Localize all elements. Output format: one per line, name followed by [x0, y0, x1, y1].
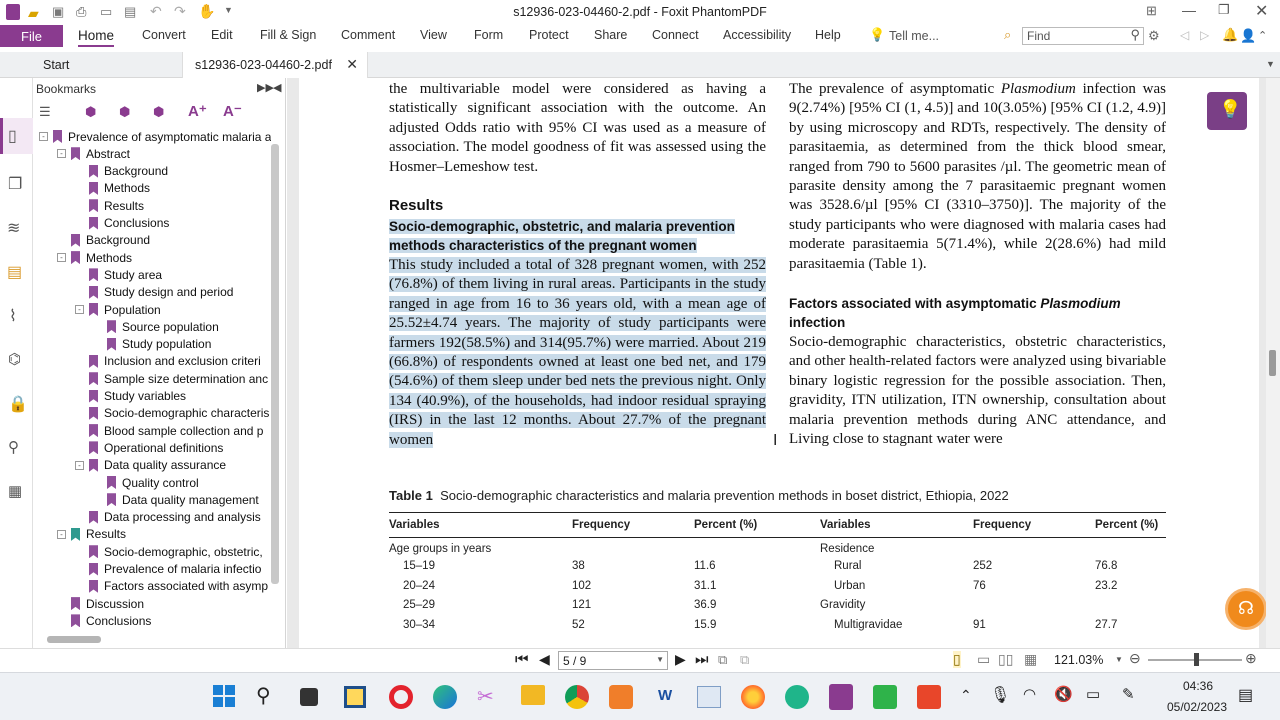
content-panel-icon[interactable]: ▦ [8, 483, 23, 500]
tab-view[interactable]: View [420, 28, 447, 42]
tab-help[interactable]: Help [815, 28, 841, 42]
bookmark-item[interactable] [93, 491, 259, 508]
table-header-cell: Frequency [572, 519, 631, 531]
notification-center-icon[interactable]: ▤ [1238, 687, 1254, 704]
foxit-pdf-taskbar-icon[interactable] [829, 684, 853, 710]
table-cell [1095, 596, 1166, 616]
tell-me-input[interactable]: Tell me... [889, 29, 940, 43]
table-cell [1095, 537, 1166, 557]
battery-icon[interactable]: ▭ [1086, 686, 1101, 703]
tab-connect[interactable]: Connect [652, 28, 699, 42]
bookmark-icon [89, 563, 98, 576]
bookmark-item[interactable] [75, 388, 186, 405]
table-row [389, 537, 1166, 557]
collapse-panel-icon[interactable]: ◀ [273, 82, 282, 94]
pen-icon[interactable]: ✎ [1122, 686, 1135, 703]
close-window-button[interactable]: ✕ [1255, 3, 1269, 20]
ai-assistant-button[interactable] [1207, 92, 1247, 130]
subheading-sociodemographic [389, 217, 766, 256]
undo-icon[interactable]: ↶ [150, 3, 162, 19]
bookmark-icon [71, 251, 80, 264]
tab-start-label: Start [43, 58, 70, 72]
table-cell: 11.6 [694, 560, 716, 573]
title-bar [0, 0, 1280, 25]
left-column-paragraph[interactable] [389, 256, 766, 450]
account-icon[interactable]: 👤 [1240, 28, 1257, 43]
chrome-browser-icon[interactable] [565, 685, 589, 709]
lightbulb-assistant-icon: 💡 [1219, 99, 1242, 119]
nav-back-icon[interactable]: ◁ [1180, 28, 1190, 42]
file-explorer-icon[interactable] [521, 685, 545, 705]
bookmark-item[interactable] [75, 163, 168, 180]
table-row [389, 596, 1166, 616]
app-logo-icon [6, 4, 20, 20]
table-cell: 38 [572, 560, 585, 573]
bookmark-label: Results [104, 198, 145, 213]
collapse-toggle-icon[interactable]: - [75, 305, 84, 314]
expand-panel-icon[interactable]: ▶▶ [257, 82, 274, 94]
document-vertical-scrollbar[interactable] [1266, 78, 1280, 648]
table-cell: 15.9 [694, 618, 717, 631]
widgets-icon[interactable] [344, 686, 366, 708]
bookmark-label: Background [86, 233, 151, 248]
table-cell: 76 [973, 579, 986, 592]
bookmark-label: Methods [86, 250, 133, 265]
clock-time[interactable]: 04:36 [1182, 679, 1214, 693]
zoom-out-icon[interactable]: ⊖ [1129, 650, 1141, 666]
minimize-button[interactable]: — [1182, 2, 1196, 18]
table-cell: 25–29 [403, 599, 435, 612]
wifi-icon[interactable]: ◠ [1023, 686, 1037, 703]
bookmark-icon [89, 303, 98, 316]
bookmarks-toolbar [33, 102, 286, 126]
table-header-cell: Percent (%) [1095, 519, 1159, 531]
bookmark-item[interactable] [75, 197, 144, 214]
show-hidden-icons[interactable]: ⌃ [960, 687, 972, 703]
bookmark-item[interactable] [75, 215, 169, 232]
open-folder-icon[interactable]: ▰ [28, 5, 39, 21]
table-cell: 252 [973, 560, 993, 573]
headset-icon: ☊ [1238, 598, 1254, 618]
bookmark-item[interactable] [75, 422, 263, 439]
bookmark-icon [89, 390, 98, 403]
table-header-cell: Variables [820, 519, 871, 531]
task-view-icon[interactable] [300, 688, 318, 706]
phone-app-icon[interactable] [785, 685, 809, 709]
subheading-factors-italic: Plasmodium [1040, 296, 1121, 311]
zoom-value[interactable]: 121.03% [1054, 653, 1104, 667]
bookmark-item[interactable] [57, 145, 130, 162]
table-cell: Gravidity [820, 599, 866, 612]
bookmark-item[interactable] [57, 612, 151, 629]
prevalence-text-a: The prevalence of asymptomatic [789, 81, 1001, 97]
bookmarks-title: Bookmarks [36, 82, 97, 96]
subheading-factors [789, 294, 1166, 333]
bookmark-label: Study variables [104, 389, 187, 403]
chat-help-button[interactable] [1225, 588, 1267, 630]
customize-dropdown-icon[interactable]: ▼ [224, 5, 233, 15]
table-cell: Residence [820, 542, 875, 555]
continuous-view-icon[interactable]: ▭ [977, 651, 991, 667]
bookmark-item[interactable] [75, 284, 233, 301]
search-panel-icon[interactable]: ⚲ [8, 439, 19, 456]
bookmarks-header [33, 78, 286, 100]
settings-gear-icon[interactable]: ⚙ [1148, 28, 1160, 43]
restore-button[interactable]: ❐ [1218, 2, 1230, 17]
status-bar [0, 648, 1280, 672]
bookmark-icon [89, 372, 98, 385]
bookmark-label: Factors associated with asymp [104, 579, 269, 594]
bookmark-icon [107, 338, 116, 351]
bookmark-icon [89, 355, 98, 368]
scan-icon[interactable]: ▤ [124, 4, 137, 19]
table-caption-text: Socio-demographic characteristics and malaria prevention methods in boset district, Ethiopia, 2022 [440, 488, 1009, 503]
bookmark-item[interactable] [57, 249, 132, 266]
bookmark-label: Prevalence of asymptomatic malaria a [68, 129, 271, 144]
left-column-intro: the multivariable model were considered as having a statistically significant association with the outcome. An adjusted Odds ratio with 95% CI was used as a measure of association. The model goodness of fit was assessed using the Hosmer–Lemeshow test. [389, 81, 766, 175]
bookmark-icon [89, 286, 98, 299]
bookmark-item[interactable] [75, 439, 223, 456]
bookmark-label: Discussion [86, 596, 145, 611]
table-cell: Urban [834, 579, 866, 592]
table-cell: 91 [973, 618, 986, 631]
collapse-toggle-icon[interactable]: - [75, 461, 84, 470]
prevalence-text-italic: Plasmodium [1000, 81, 1076, 97]
table-header-cell: Frequency [973, 519, 1032, 531]
bookmark-icon [71, 234, 80, 247]
windows-taskbar [0, 672, 1280, 720]
document-scroll-thumb[interactable] [1269, 350, 1276, 376]
window-title: s12936-023-04460-2.pdf - Foxit PhantomPDF [513, 5, 767, 19]
document-tabs-bar [0, 52, 1280, 78]
selected-paragraph-text: This study included a total of 328 pregnant women, with 252 (76.8%) of them living in rural areas. Participants in the study ranged in age from 16 to 36 years old, with a mean age of 25.52±4.74 years. The majority of study participants were farmers 192(58.5%) and 314(95.7%) were married. About 219 (66.8%) of respondents owned at least one bed net, and 179 (54.6%) of them sleep under bed nets the previous night. Only 134 (40.9%), of the households, had indoor residual spraying (IRS) in the last 12 months. About 27.7% of the pregnant women [389, 257, 766, 448]
bookmark-icon [107, 320, 116, 333]
page-number-value: 5 / 9 [563, 654, 587, 668]
page-number-field[interactable] [558, 651, 668, 670]
pages-panel-icon[interactable]: ❐ [8, 176, 23, 193]
bookmark-item[interactable] [75, 578, 268, 595]
bookmark-icon [71, 147, 80, 160]
continuous-facing-icon[interactable]: ▦ [1024, 651, 1038, 667]
bookmark-label: Socio-demographic characteris [104, 406, 270, 421]
bookmark-label: Background [104, 164, 169, 179]
tab-home[interactable]: Home [78, 28, 114, 47]
search-icon[interactable]: ⚲ [1130, 27, 1140, 42]
table-cell [973, 596, 1095, 616]
layout-icon[interactable]: ⊞ [1146, 3, 1157, 18]
snipping-tool-icon[interactable]: ✂ [477, 686, 494, 708]
zoom-in-icon[interactable]: ⊕ [1245, 650, 1257, 666]
save-icon[interactable]: ▣ [52, 4, 65, 19]
table-cell: 20–24 [403, 579, 435, 592]
redo-icon[interactable]: ↷ [174, 3, 186, 19]
subheading-factors-b: infection [789, 315, 846, 331]
right-column-factors: Socio-demographic characteristics, obstetric characteristics, and other health-related factors were analyzed using bivariable binary logistic regression for the possible association. Then, gravidity, ITN utilization, ITN ownership, consultation about malaria prevention methods during ANC attendance, and Living close to stagnant water were [789, 334, 1166, 448]
collapse-toggle-icon[interactable]: - [57, 530, 66, 539]
app-orange-icon[interactable] [609, 685, 633, 709]
text-cursor-icon: I [773, 432, 778, 449]
bookmark-item[interactable] [75, 301, 161, 318]
bookmark-label: Conclusions [104, 216, 170, 230]
table-header-cell: Percent (%) [694, 519, 758, 531]
bookmark-icon [89, 580, 98, 593]
tab-protect[interactable]: Protect [529, 28, 569, 42]
bookmark-icon [89, 199, 98, 212]
bookmark-icon [89, 459, 98, 472]
add-bookmark-icon[interactable]: ⬢ [119, 104, 131, 119]
table-cell [572, 537, 694, 557]
collapse-toggle-icon[interactable]: - [57, 149, 66, 158]
print-icon[interactable]: ⎙ [76, 4, 87, 19]
left-panel-strip [0, 78, 33, 648]
document-viewport [287, 78, 1280, 648]
right-column-prevalence [789, 80, 1166, 274]
table-cell: 102 [572, 579, 592, 592]
table-cell: 23.2 [1095, 579, 1118, 592]
bookmark-label: Methods [104, 181, 151, 196]
tab-edit[interactable]: Edit [211, 28, 233, 42]
bookmark-item[interactable] [75, 180, 150, 197]
table-cell: 76.8 [1095, 560, 1118, 573]
table-cell: Multigravidae [834, 618, 903, 631]
subheading-factors-a: Factors associated with asymptomatic [789, 296, 1041, 311]
bookmark-options-icon[interactable]: ☰ [39, 104, 51, 119]
signatures-panel-icon[interactable]: ⌬ [8, 351, 22, 368]
table-label: Table 1 [389, 488, 433, 503]
notification-bell-icon[interactable]: 🔔 [1222, 27, 1239, 42]
bookmark-icon [89, 217, 98, 230]
bookmark-label: Socio-demographic, obstetric, [104, 544, 263, 559]
bookmark-label: Data processing and analysis [104, 510, 261, 525]
green-app-icon[interactable] [873, 685, 897, 709]
reduce-text-icon[interactable]: A⁻ [223, 103, 242, 120]
delete-bookmark-icon[interactable]: ⬢ [153, 104, 165, 119]
next-view-icon[interactable]: ⧉ [740, 652, 750, 667]
bookmark-label: Data quality management [122, 492, 259, 507]
pdf-page [299, 78, 1259, 648]
hand-tool-icon[interactable]: ✋ [198, 3, 216, 19]
table-cell: 30–34 [403, 618, 435, 631]
comments-panel-icon[interactable]: ▤ [7, 264, 23, 281]
bookmark-icon [89, 268, 98, 281]
bookmark-item[interactable] [75, 266, 162, 283]
collapse-toggle-icon[interactable]: - [39, 132, 48, 141]
bookmark-icon [89, 407, 98, 420]
word-icon[interactable]: W [658, 687, 673, 704]
find-options-icon[interactable]: ⌕ [1004, 27, 1012, 42]
first-page-icon[interactable]: ⏮ [515, 651, 529, 668]
bookmark-item[interactable] [57, 526, 126, 543]
bookmarks-hscrollbar[interactable] [47, 636, 101, 643]
table-caption [389, 488, 1009, 503]
bookmark-item[interactable] [93, 336, 211, 353]
tab-form[interactable]: Form [474, 28, 504, 42]
collapse-ribbon-icon[interactable]: ⌃ [1258, 30, 1268, 42]
bookmark-tree [33, 128, 271, 633]
bookmark-label: Data quality assurance [104, 458, 227, 473]
bookmark-item[interactable] [75, 561, 261, 578]
bookmarks-panel [33, 78, 286, 648]
bookmark-item[interactable] [39, 128, 271, 145]
enlarge-text-icon[interactable]: A⁺ [188, 103, 207, 120]
find-field[interactable] [1022, 27, 1144, 45]
opera-browser-icon[interactable] [389, 685, 413, 709]
new-bookmark-icon[interactable]: ⬢ [85, 104, 97, 119]
table-cell: 36.9 [694, 599, 717, 612]
bookmark-icon [71, 614, 80, 627]
single-page-view-icon[interactable]: ▯ [953, 651, 961, 667]
bookmark-item[interactable] [75, 353, 261, 370]
bookmark-icon [71, 528, 80, 541]
file-menu-button[interactable]: File [0, 25, 63, 47]
table-cell: Rural [834, 560, 862, 573]
red-app-icon[interactable] [917, 685, 941, 709]
bookmark-icon [71, 597, 80, 610]
close-tab-icon[interactable]: ✕ [346, 56, 358, 72]
bookmark-item[interactable] [75, 509, 261, 526]
clock-date[interactable]: 05/02/2023 [1166, 700, 1228, 714]
bookmark-icon [89, 182, 98, 195]
bookmark-label: Source population [122, 319, 219, 334]
bookmark-icon [89, 511, 98, 524]
bookmark-label: Quality control [122, 475, 199, 490]
microphone-icon[interactable]: 🎙 [990, 687, 1011, 704]
bookmark-item[interactable] [75, 405, 269, 422]
last-page-icon[interactable]: ⏭ [695, 651, 709, 668]
tab-comment[interactable]: Comment [341, 28, 396, 42]
tab-document[interactable] [182, 52, 368, 78]
bookmark-label: Results [86, 527, 127, 542]
previous-view-icon[interactable]: ⧉ [718, 652, 728, 667]
find-placeholder: Find [1027, 29, 1051, 43]
bookmark-item[interactable] [75, 543, 263, 560]
table-cell: 27.7 [1095, 618, 1118, 631]
prevalence-text-b: infection was 9(2.74%) [95% CI (1, 4.5)] and 10(3.05%) [95% CI (1.2, 4.9)] by using microscopy and RDTs, respectively. The density of parasitaemia, as determined from the thick blood smear, ranged from 790 to 5600 parasites /µl. The geometric mean of parasite density among the 7 parasitaemic pregnant women was 3528.6/µl [95% CI (3310–3750)]. The majority of the study participants who were diagnosed with malaria cases had moderate parasitaemia 5(71.4%), while 2(28.6%) had mild parasitaemia (Table 1). [789, 81, 1166, 272]
tab-accessibility[interactable]: Accessibility [723, 28, 792, 42]
bookmark-icon [89, 441, 98, 454]
bookmark-label: Blood sample collection and p [104, 423, 264, 438]
bookmark-item[interactable] [93, 318, 219, 335]
security-lock-icon[interactable]: 🔒 [8, 396, 28, 413]
facing-view-icon[interactable]: ▯▯ [998, 651, 1014, 667]
bookmark-item[interactable] [57, 595, 144, 612]
bookmark-icon [89, 545, 98, 558]
bookmark-icon [107, 476, 116, 489]
bookmarks-scrollbar[interactable] [271, 144, 279, 584]
collapse-toggle-icon[interactable]: - [57, 253, 66, 262]
attachments-panel-icon[interactable]: ⌇ [9, 308, 17, 325]
tab-convert[interactable]: Convert [142, 28, 186, 42]
table-cell: 52 [572, 618, 585, 631]
edge-browser-icon[interactable] [433, 685, 457, 709]
start-button[interactable] [213, 685, 236, 708]
table-row [389, 615, 1166, 635]
table-cell [694, 537, 820, 557]
results-heading: Results [389, 197, 444, 214]
next-page-icon[interactable]: ▶ [675, 651, 686, 667]
bookmark-item[interactable] [75, 370, 268, 387]
firefox-browser-icon[interactable] [741, 685, 765, 709]
zoom-dropdown-icon[interactable]: ▼ [1115, 655, 1123, 664]
subheading-sociodemographic-text: Socio-demographic, obstetric, and malaria prevention methods characteristics of the pregnant women [389, 219, 735, 254]
previous-page-icon[interactable]: ◀ [539, 651, 550, 667]
bookmark-icon [107, 493, 116, 506]
table-header-row [389, 513, 1166, 537]
data-table [389, 513, 1166, 635]
table-row [389, 576, 1166, 596]
table-cell: 31.1 [694, 579, 717, 592]
photos-icon[interactable] [697, 686, 721, 708]
zoom-slider-handle[interactable] [1194, 653, 1199, 666]
bookmark-item[interactable] [75, 457, 226, 474]
table-cell: 15–19 [403, 560, 435, 573]
volume-muted-icon[interactable]: 🔇 [1054, 686, 1073, 703]
bookmark-icon [53, 130, 62, 143]
table-row [389, 557, 1166, 577]
bookmark-item[interactable] [57, 232, 150, 249]
bookmark-label: Population [104, 302, 161, 317]
bookmark-label: Operational definitions [104, 440, 224, 455]
search-taskbar-icon[interactable]: ⚲ [256, 685, 271, 707]
nav-forward-icon[interactable]: ▷ [1200, 28, 1210, 42]
bookmark-icon [89, 165, 98, 178]
bookmark-label: Study population [122, 337, 212, 352]
new-doc-icon[interactable]: ▭ [100, 4, 113, 19]
table-cell: 121 [572, 599, 592, 612]
layers-panel-icon[interactable]: ≋ [7, 220, 21, 237]
bookmark-label: Abstract [86, 146, 131, 161]
bookmark-label: Conclusions [86, 613, 152, 628]
bookmark-item[interactable] [93, 474, 199, 491]
page-dropdown-icon[interactable]: ▼ [656, 655, 664, 664]
tab-list-dropdown-icon[interactable]: ▼ [1266, 59, 1275, 69]
tab-fill-sign[interactable]: Fill & Sign [260, 28, 317, 42]
bookmark-label: Inclusion and exclusion criteri [104, 354, 261, 369]
tab-document-label: s12936-023-04460-2.pdf [195, 58, 332, 72]
table-header-cell: Variables [389, 519, 440, 531]
lightbulb-icon: 💡 [869, 27, 886, 42]
bookmark-panel-icon: ▯ [8, 128, 17, 145]
tab-start[interactable] [32, 52, 182, 78]
table-cell [973, 537, 1095, 557]
table-cell: Age groups in years [389, 542, 492, 555]
bookmark-label: Prevalence of malaria infectio [104, 562, 262, 576]
bookmark-label: Study design and period [104, 285, 234, 300]
bookmark-icon [89, 424, 98, 437]
bookmark-label: Sample size determination anc [104, 371, 269, 386]
bookmark-label: Study area [104, 267, 163, 282]
tab-share[interactable]: Share [594, 28, 628, 42]
